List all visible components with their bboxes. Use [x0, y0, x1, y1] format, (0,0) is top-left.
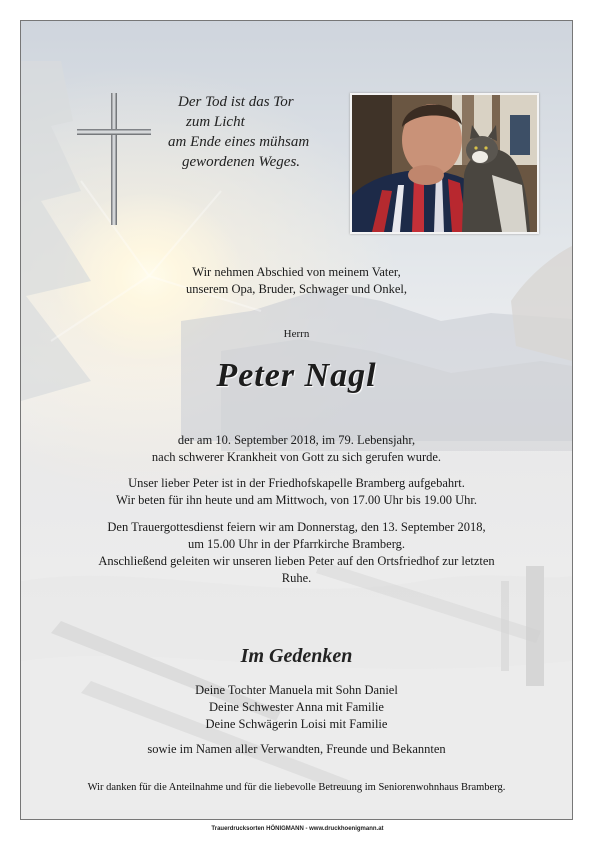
wake-line: Wir beten für ihn heute und am Mittwoch, von 17.00 Uhr bis 19.00 Uhr. — [116, 493, 477, 507]
funeral-line: Anschließend geleiten wir unseren lieben Peter auf den Ortsfriedhof zur letzten — [98, 554, 495, 568]
intro-line: unserem Opa, Bruder, Schwager und Onkel, — [186, 282, 407, 296]
death-line: der am 10. September 2018, im 79. Lebensjahr, — [177, 433, 416, 447]
funeral-line: um 15.00 Uhr in der Pfarrkirche Bramberg. — [187, 537, 406, 551]
death-notice — [21, 432, 572, 466]
family-member: Deine Schwägerin Loisi mit Familie — [205, 717, 388, 731]
funeral-line: Ruhe. — [281, 571, 312, 585]
wake-line: Unser lieber Peter ist in der Friedhofskapelle Bramberg aufgebahrt. — [128, 476, 465, 490]
memorial-heading: Im Gedenken — [240, 645, 353, 667]
printer-footer: Trauerdrucksorten HÖNIGMANN - www.druckhoenigmann.at — [211, 826, 384, 832]
verse-line: am Ende eines mühsam — [168, 134, 310, 150]
wake-notice — [21, 475, 572, 509]
deceased-name: Peter Nagl — [216, 357, 377, 394]
funeral-line: Den Trauergottesdienst feiern wir am Donnerstag, den 13. September 2018, — [107, 520, 486, 534]
salutation: Herrn — [283, 328, 310, 340]
verse-line: Der Tod ist das Tor — [178, 94, 294, 110]
intro-text — [21, 264, 572, 298]
thanks-line: Wir danken für die Anteilnahme und für die liebevolle Betreuung im Seniorenwohnhaus Bramberg. — [87, 782, 506, 793]
family-member: Deine Schwester Anna mit Familie — [209, 700, 384, 714]
family-member: Deine Tochter Manuela mit Sohn Daniel — [195, 683, 398, 697]
cross-icon — [77, 93, 151, 225]
family-list — [21, 682, 572, 733]
verse — [168, 92, 348, 172]
portrait-photo — [350, 93, 539, 234]
funeral-notice — [21, 519, 572, 587]
relatives-line: sowie im Namen aller Verwandten, Freunde und Bekannten — [147, 742, 446, 756]
obituary-card — [20, 20, 573, 820]
verse-line: zum Licht — [186, 114, 245, 130]
death-line: nach schwerer Krankheit von Gott zu sich gerufen wurde. — [151, 450, 442, 464]
verse-line: gewordenen Weges. — [182, 154, 301, 170]
intro-line: Wir nehmen Abschied von meinem Vater, — [192, 265, 401, 279]
